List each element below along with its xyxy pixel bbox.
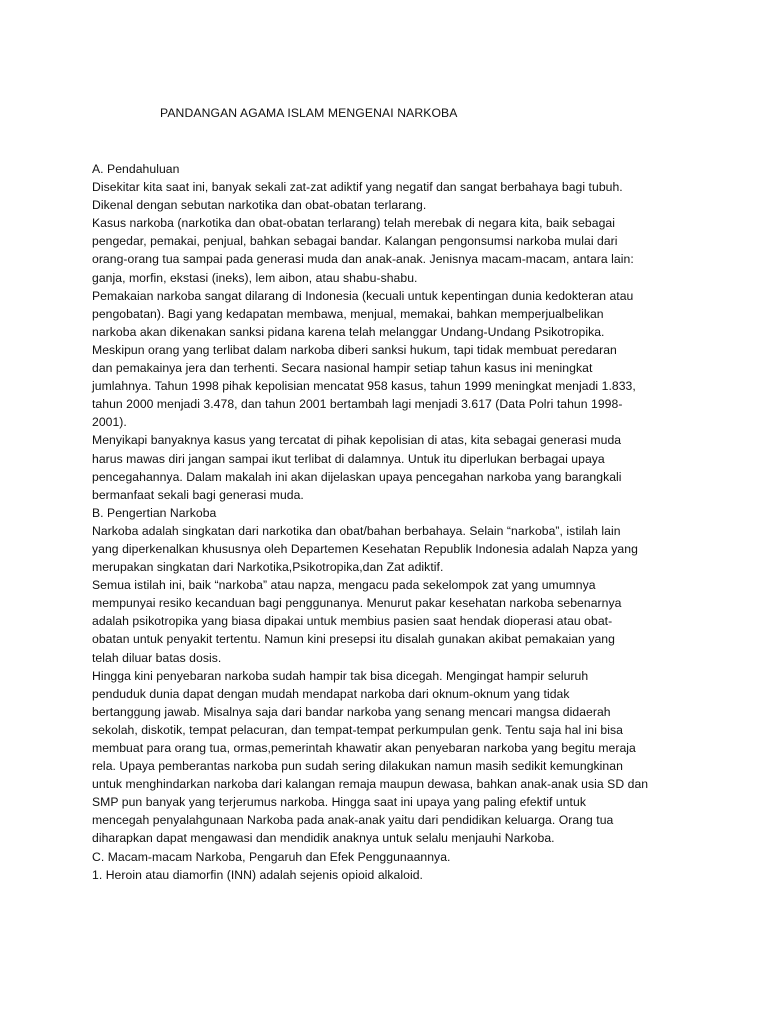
text-line: B. Pengertian Narkoba: [92, 505, 217, 520]
text-line: penduduk dunia dapat dengan mudah mendapat narkoba dari oknum-oknum yang tidak: [92, 686, 570, 701]
text-line: A. Pendahuluan: [92, 162, 180, 176]
text-line: dan pemakainya jera dan terhenti. Secara nasional hampir setiap tahun kasus ini meningkat: [92, 361, 593, 376]
text-line: untuk menghindarkan narkoba dari kalangan remaja maupun dewasa, bahkan anak-anak usia SD dan: [92, 777, 649, 792]
text-line: Pemakaian narkoba sangat dilarang di Indonesia (kecuali untuk kepentingan dunia kedokteran atau: [92, 288, 634, 303]
text-line: ganja, morfin, ekstasi (ineks), lem aibon, atau shabu-shabu.: [92, 270, 418, 285]
text-line: mempunyai resiko kecanduan bagi penggunanya. Menurut pakar kesehatan narkoba sebenarnya: [92, 596, 622, 611]
text-line: Narkoba adalah singkatan dari narkotika dan obat/bahan berbahaya. Selain “narkoba”, istilah lain: [92, 523, 621, 538]
text-line: SMP pun banyak yang terjerumus narkoba. Hingga saat ini upaya yang paling efektif untuk: [92, 795, 586, 810]
text-line: tahun 2000 menjadi 3.478, dan tahun 2001 bertambah lagi menjadi 3.617 (Data Polri tahun 1998-: [92, 397, 623, 412]
text-line: pengedar, pemakai, penjual, bahkan sebagai bandar. Kalangan pengonsumsi narkoba mulai dari: [92, 234, 618, 249]
document-body: [92, 160, 692, 884]
text-line: adalah psikotropika yang biasa dipakai untuk membius pasien saat hendak dioperasi atau obat-: [92, 614, 613, 629]
text-line: merupakan singkatan dari Narkotika,Psikotropika,dan Zat adiktif.: [92, 560, 444, 575]
text-line: pencegahannya. Dalam makalah ini akan dijelaskan upaya pencegahan narkoba yang barangkali: [92, 469, 622, 484]
text-line: narkoba akan dikenakan sanksi pidana karena telah melanggar Undang-Undang Psikotropika.: [92, 324, 605, 339]
text-line: diharapkan dapat mengawasi dan mendidik anaknya untuk selalu menjauhi Narkoba.: [92, 831, 555, 846]
text-line: Hingga kini penyebaran narkoba sudah hampir tak bisa dicegah. Mengingat hampir seluruh: [92, 668, 589, 683]
text-line: telah diluar batas dosis.: [92, 650, 222, 665]
text-line: Dikenal dengan sebutan narkotika dan obat-obatan terlarang.: [92, 198, 427, 213]
text-line: 2001).: [92, 415, 127, 430]
text-line: membuat para orang tua, ormas,pemerintah khawatir akan penyebaran narkoba yang begitu meraja: [92, 741, 636, 755]
text-line: harus mawas diri jangan sampai ikut terlibat di dalamnya. Untuk itu diperlukan berbagai upaya: [92, 451, 605, 466]
text-line: C. Macam-macam Narkoba, Pengaruh dan Efek Penggunaannya.: [92, 849, 451, 864]
text-line: 1. Heroin atau diamorfin (INN) adalah sejenis opioid alkaloid.: [92, 867, 423, 882]
text-line: orang-orang tua sampai pada generasi muda dan anak-anak. Jenisnya macam-macam, antara lain:: [92, 252, 634, 267]
text-line: obatan untuk penyakit tertentu. Namun kini presepsi itu disalah gunakan akibat pemakaian yang: [92, 632, 615, 647]
text-line: Menyikapi banyaknya kasus yang tercatat di pihak kepolisian di atas, kita sebagai generasi muda: [92, 433, 622, 448]
text-line: pengobatan). Bagi yang kedapatan membawa, menjual, memakai, bahkan memperjualbelikan: [92, 306, 604, 321]
document-title: PANDANGAN AGAMA ISLAM MENGENAI NARKOBA: [160, 106, 458, 120]
text-line: bermanfaat sekali bagi generasi muda.: [92, 487, 304, 502]
text-line: sekolah, diskotik, tempat pelacuran, dan tempat-tempat perkumpulan genk. Tentu saja hal ini bisa: [92, 722, 623, 737]
text-line: yang diperkenalkan khususnya oleh Departemen Kesehatan Republik Indonesia adalah Napza yang: [92, 541, 638, 556]
text-line: Semua istilah ini, baik “narkoba” atau napza, mengacu pada sekelompok zat yang umumnya: [92, 578, 596, 593]
text-line: rela. Upaya pemberantas narkoba pun sudah sering dilakukan namun masih sedikit kemungkinan: [92, 759, 623, 774]
text-line: Meskipun orang yang terlibat dalam narkoba diberi sanksi hukum, tapi tidak membuat peredaran: [92, 342, 617, 357]
text-line: bertanggung jawab. Misalnya saja dari bandar narkoba yang senang mencari mangsa didaerah: [92, 704, 611, 719]
text-line: mencegah penyalahgunaan Narkoba pada anak-anak yaitu dari pendidikan keluarga. Orang tua: [92, 813, 614, 828]
text-line: Kasus narkoba (narkotika dan obat-obatan terlarang) telah merebak di negara kita, baik sebagai: [92, 216, 615, 231]
text-line: jumlahnya. Tahun 1998 pihak kepolisian mencatat 958 kasus, tahun 1999 meningkat menjadi 1.833,: [92, 379, 636, 394]
text-line: Disekitar kita saat ini, banyak sekali zat-zat adiktif yang negatif dan sangat berbahaya bagi tubuh.: [92, 180, 623, 195]
